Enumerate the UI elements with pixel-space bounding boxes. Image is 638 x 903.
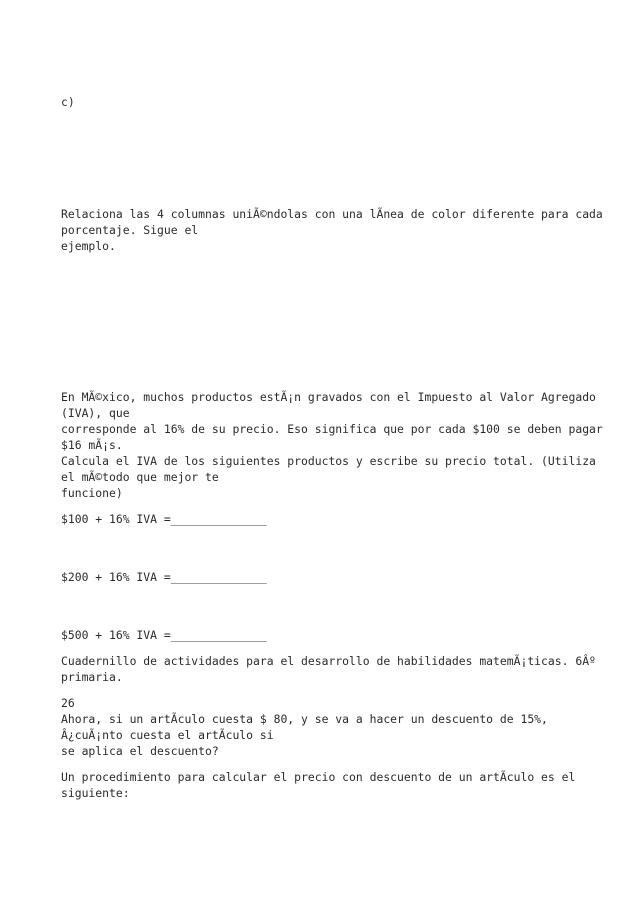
booklet-title-line-1: Cuadernillo de actividades para el desarrollo de habilidades matemÃ¡ticas. 6Âº bbox=[61, 654, 596, 668]
iva-exercise-500: $500 + 16% IVA =______________ bbox=[61, 628, 267, 642]
iva-intro-line-7: funcione) bbox=[61, 486, 123, 500]
iva-intro-line-4: $16 mÃ¡s. bbox=[61, 438, 123, 452]
booklet-title-line-2: primaria. bbox=[61, 670, 123, 684]
page-number: 26 bbox=[61, 696, 75, 710]
iva-intro-line-2: (IVA), que bbox=[61, 406, 130, 420]
iva-intro-line-1: En MÃ©xico, muchos productos estÃ¡n gravados con el Impuesto al Valor Agregado bbox=[61, 390, 596, 404]
procedure-intro-line-2: siguiente: bbox=[61, 786, 130, 800]
iva-intro-line-6: el mÃ©todo que mejor te bbox=[61, 470, 219, 484]
discount-question-line-1: Ahora, si un artÃculo cuesta $ 80, y se va a hacer un descuento de 15%, bbox=[61, 712, 548, 726]
discount-question-line-3: se aplica el descuento? bbox=[61, 744, 219, 758]
relaciona-instruction-line-1: Relaciona las 4 columnas uniÃ©ndolas con una lÃnea de color diferente para cada bbox=[61, 207, 603, 221]
iva-exercise-200: $200 + 16% IVA =______________ bbox=[61, 570, 267, 584]
relaciona-instruction-line-3: ejemplo. bbox=[61, 239, 116, 253]
discount-question-line-2: Â¿cuÃ¡nto cuesta el artÃculo si bbox=[61, 728, 274, 742]
iva-exercise-100: $100 + 16% IVA =______________ bbox=[61, 512, 267, 526]
procedure-intro-line-1: Un procedimiento para calcular el precio con descuento de un artÃculo es el bbox=[61, 770, 576, 784]
relaciona-instruction-line-2: porcentaje. Sigue el bbox=[61, 223, 199, 237]
iva-intro-line-5: Calcula el IVA de los siguientes productos y escribe su precio total. (Utiliza bbox=[61, 454, 596, 468]
item-label-c: c) bbox=[61, 95, 75, 109]
iva-intro-line-3: corresponde al 16% de su precio. Eso significa que por cada $100 se deben pagar bbox=[61, 422, 603, 436]
